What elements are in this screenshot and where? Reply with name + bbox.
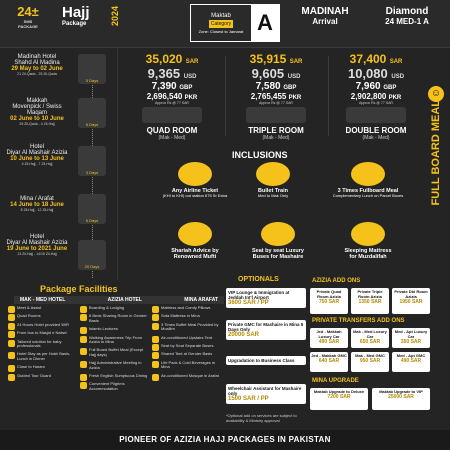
itinerary-stop [2,196,72,212]
inclusion-sub: Med to Mak Only [257,193,289,198]
upgrade-price: 25000 SAR [388,394,414,400]
stop-name: Mina / Arafat [20,196,54,202]
itinerary-stop [2,234,72,256]
full-board-banner [430,100,446,290]
smile-icon: ☺ [428,86,444,102]
price-usd: 10,080 [347,66,388,81]
inclusion-item [318,162,418,199]
stop-hotel: Shahd Al Madina [14,60,60,66]
addon-label: Private Quad Room Azizia [316,289,342,299]
itinerary [0,48,118,280]
stop-date: 29 May to 02 June [11,66,63,72]
price-usd: 9,365 [147,66,181,81]
facility-item: Air-conditioned Mosque in Arafat [152,374,220,378]
itinerary-stop [2,54,72,76]
inclusion-label: Sleeping Mattress [344,248,392,254]
transfer-item [351,352,389,372]
inclusion-label: Any Airline Ticket [171,188,219,194]
optionals-note: *Optional add on services are subject to availability & Ministry approval [226,413,297,423]
facility-item: 3 Times Buffet Meal Provided by Moallim [152,323,220,332]
transfer-price: 490 SAR [400,358,422,364]
logo-main: 24± [17,4,39,19]
bus-icon [261,222,295,246]
transfer-item [310,352,348,372]
upgrade-item [310,388,368,410]
facility-item: Full Board Buffet Meal (Except Hajj days) [80,348,148,357]
addon-item [392,288,430,314]
facility-item: Islamic Lectures [80,327,148,331]
price-note: Approx Rs @ 77 SAR [259,101,293,105]
transfer-item [392,328,430,348]
transfers-title: PRIVATE TRANSFERS ADD ONS [312,318,405,324]
facilities-col-hotel [8,306,76,382]
arrival-word: Arrival [312,17,338,26]
inclusion-sub: Renowned Mufti [173,254,217,260]
title: Hajj [62,4,90,21]
addon-label: Private Triple Room Azizia [357,289,383,299]
facility-item: Life Pack & Cold Beverages in Mina [152,361,220,370]
price-pkr: 2,765,455 [250,92,287,101]
package-title [62,4,122,42]
facilities-header [14,296,224,304]
inclusion-label: 3 Times Fullboard Meal [337,188,399,194]
mattress-icon [351,222,385,246]
price-note: Approx Rs @ 77 SAR [155,101,189,105]
price-note: Approx Rs @ 77 SAR [359,101,393,105]
azizia-addons-title: AZIZIA ADD ONS [312,278,361,284]
inclusion-sub: (KHI to KHI) out station 675 Sr Extra [162,193,228,198]
arrival-city: MADINAH [301,6,349,17]
logo [6,4,50,42]
bed-icon [346,107,406,123]
facility-item: Shared Tent at Gender Basis [152,352,220,356]
addon-item [351,288,389,314]
side-banner-text: FULL BOARD MEAL [430,100,442,206]
optional-item [226,288,306,308]
facility-item: Boarding & Lodging [80,306,148,310]
maktab-badge [190,4,280,42]
price-usd-unit: USD [391,74,405,80]
addon-label: Private Dbl Room Azizia [394,289,428,299]
optional-item [226,384,306,404]
inclusions-title: INCLUSIONS [232,150,288,160]
room-type: TRIPLE ROOM [248,126,304,135]
price-double [326,52,426,141]
facility-item: Meet & Assist [8,306,76,310]
stop-days: 20 Days [84,264,100,269]
mufti-icon [178,222,212,246]
header-bar [0,0,450,48]
price-quad [122,52,222,141]
maktab-letter: A [251,5,279,41]
tier-info [368,6,446,26]
hotel-icon [78,240,106,270]
stop-sub: 25 Zil-Qada - 4 Zil-Hajj [19,122,55,126]
optional-price: 3600 SAR / PP [228,300,269,306]
inclusion-item [238,222,318,260]
logo-sub: SMS [23,19,33,24]
stop-sub: 21 Zil-Qada - 25 Zil-Qada [17,72,57,76]
price-sar: 35,020 [145,52,183,66]
airplane-icon [178,162,212,186]
inclusion-item [150,222,240,260]
upgrade-label: Maktab Upgrade to Deluxe [313,389,365,394]
transfer-label: Med - Apt GMC [396,353,426,358]
room-location: (Mak - Med) [262,135,290,141]
inclusion-sub: Buses for Mashaire [252,254,304,260]
facility-item: Hajj Administrative Meeting in Azizia [80,361,148,370]
upgrade-item [372,388,430,410]
inclusion-label: Bullet Train [258,188,288,194]
facility-item: Hotel Stay as per Hotel Basis, Lunch in Dinner [8,352,76,361]
price-gbp: 7,580 [255,81,281,92]
stop-hotel: Movenpick / Swiss Maqam [12,104,62,116]
price-gbp: 7,960 [355,81,381,92]
tier-name: Diamond [385,6,429,17]
stop-days: 8 Days [85,122,99,127]
inclusion-label: Shariah Advice by [171,248,219,254]
transfer-item [310,328,348,348]
facility-item: Walking Awareness Trip From Azizia to Mina [80,336,148,345]
footer-tagline: PIONEER OF AZIZIA HAJJ PACKAGES IN PAKISTAN [0,430,450,450]
upgrade-label: Maktab Upgrade to VIP [379,389,423,394]
inclusion-sub: Complementary Lunch on Parcel Boxes [332,193,404,198]
room-type: DOUBLE ROOM [345,126,407,135]
stop-sub: 8 Zil-Hajj - 12 Zil-Hajj [20,208,54,212]
transfer-item [392,352,430,372]
inclusion-sub: for Muzdalifah [349,254,387,260]
facility-item: 24 Hours Hotel provided WiFi [8,323,76,327]
stop-date: 14 June to 18 June [10,202,64,208]
facility-item: 6 Beds Sharing Room in Gender Basis [80,314,148,323]
stop-hotel: Diyar Al Mashair Azizia [6,240,68,246]
optional-label: Upgradation to Business Class [228,358,295,363]
stop-days: 5 Days [85,78,99,83]
price-sar-unit: SAR [185,59,199,65]
transfer-price: 950 SAR [359,358,381,364]
maktab-category: Category [210,20,232,27]
inclusion-item [150,162,240,199]
price-triple [226,52,326,141]
facility-item: Air-conditioned Upstairs Tent [152,336,220,340]
facility-item: Fresh English Sumptuous Dining [80,374,148,378]
price-pkr-unit: PKR [184,95,198,101]
transfer-price: 490 SAR [318,339,340,345]
transfer-price: 650 SAR [359,339,381,345]
transfer-item [351,328,389,348]
transfer-label: Med - Apt Luxury Car [394,329,428,339]
itinerary-stop [2,98,72,126]
price-usd-unit: USD [183,74,197,80]
subtitle: Package [62,21,87,27]
optional-item [226,320,306,340]
facility-item: Seat by Seat Separate Buses [152,344,220,348]
stop-name: Makkah [26,98,48,104]
optionals-title: OPTIONALS [238,276,279,283]
bed-icon [246,107,306,123]
optional-label: VIP Lounge & Immigration at Jeddah Int'l Airport [228,290,290,300]
itinerary-stop [2,144,72,166]
price-sar-unit: SAR [389,59,403,65]
room-location: (Mak - Med) [158,135,186,141]
transfer-label: Jed - Makkah GMC [311,353,347,358]
transfer-label: Mak - Med GMC [355,353,385,358]
facilities-col-azizia [80,306,148,395]
inclusion-item [318,222,418,260]
addon-price: 750 SAR [318,299,340,305]
price-gbp-unit: GBP [283,85,297,91]
stop-sub: 4 Zil-Hajj - 7 Zil-Hajj [21,162,53,166]
facility-item: Tailored solution for baby professionals [8,340,76,349]
price-gbp: 7,390 [151,81,177,92]
stop-hotel: Diyar Al Mashair Azizia [6,150,68,156]
transfer-price: 640 SAR [318,358,340,364]
room-type: QUAD ROOM [146,126,198,135]
kaaba-icon [78,98,106,128]
transfer-label: Jed - Makkah Luxury Car [316,329,342,339]
price-gbp-unit: GBP [179,85,193,91]
stop-date: 10 June to 13 June [10,156,64,162]
bed-icon [142,107,202,123]
optional-price: 1500 SAR / PP [228,396,269,402]
year: 2024 [110,6,120,27]
inclusion-item [238,162,308,199]
optional-item [226,356,306,365]
room-location: (Mak - Med) [362,135,390,141]
addon-item [310,288,348,314]
optional-price: 20000 SAR [228,332,260,338]
price-pkr-unit: PKR [288,95,302,101]
stop-name: Hotel [29,234,44,240]
price-sar: 35,915 [249,52,287,66]
maktab-label: Maktab [211,12,231,19]
facility-item: Quad Rooms [8,314,76,318]
facilities-col-header: MAK - MED HOTEL [20,297,66,303]
logo-caption: PACKAGE [18,24,38,29]
facilities-title: Package Facilities [40,284,118,294]
stop-date: 19 June to 2021 June [6,246,68,252]
hotel-icon [78,146,106,176]
tent-icon [78,194,106,224]
tier-code: 24 MED-1 A [385,17,429,26]
price-usd: 9,605 [251,66,285,81]
facilities-col-header: AZIZIA HOTEL [107,297,142,303]
facilities-col-header: MINA ARAFAT [184,297,218,303]
price-sar: 37,400 [349,52,387,66]
facility-item: Mattress and Comfy Pillows [152,306,220,310]
optional-label: Private GMC for Mashaire in Mina 5 Days Only [228,322,304,332]
facilities-col-mina [152,306,220,382]
price-pkr: 2,902,800 [350,92,387,101]
arrival-info [290,6,360,26]
optional-label: Wheelchair Assistant for Mashaire only [228,386,302,396]
facility-item: Sofa Mattress in Mina [152,314,220,318]
price-gbp-unit: GBP [383,85,397,91]
price-pkr-unit: PKR [388,95,402,101]
upgrade-price: 7200 SAR [327,394,351,400]
stop-date: 02 June to 10 June [10,116,64,122]
facility-item: From bus to Masjid e Nabwi [8,331,76,335]
facility-item: Guided Tour Guard [8,374,76,378]
stop-name: Hotel [29,144,44,150]
facility-item: Close to Haram [8,365,76,369]
inclusion-label: Seat by seat Luxury [252,248,304,254]
stop-days: 3 Days [85,170,99,175]
price-usd-unit: USD [287,74,301,80]
transfer-price: 350 SAR [400,339,422,345]
mina-upgrade-title: MINA UPGRADE [312,378,359,384]
meal-icon [351,162,385,186]
mosque-icon [78,54,106,84]
transfer-label: Mak - Med Luxury Car [353,329,387,339]
price-sar-unit: SAR [289,59,303,65]
train-icon [256,162,290,186]
stop-name: Madinah Hotel [17,54,57,60]
stop-days: 5 Days [85,218,99,223]
maktab-zone: Zone: Closest to Jamarat [198,28,244,34]
price-pkr: 2,696,540 [146,92,183,101]
addon-price: 1350 SAR [358,299,382,305]
facility-item: Convenient Pilgrims Accommodation [80,382,148,391]
addon-price: 1950 SAR [399,299,423,305]
stop-sub: 13 Zil-Hajj - 14/15 Zil-Hajj [17,252,57,256]
